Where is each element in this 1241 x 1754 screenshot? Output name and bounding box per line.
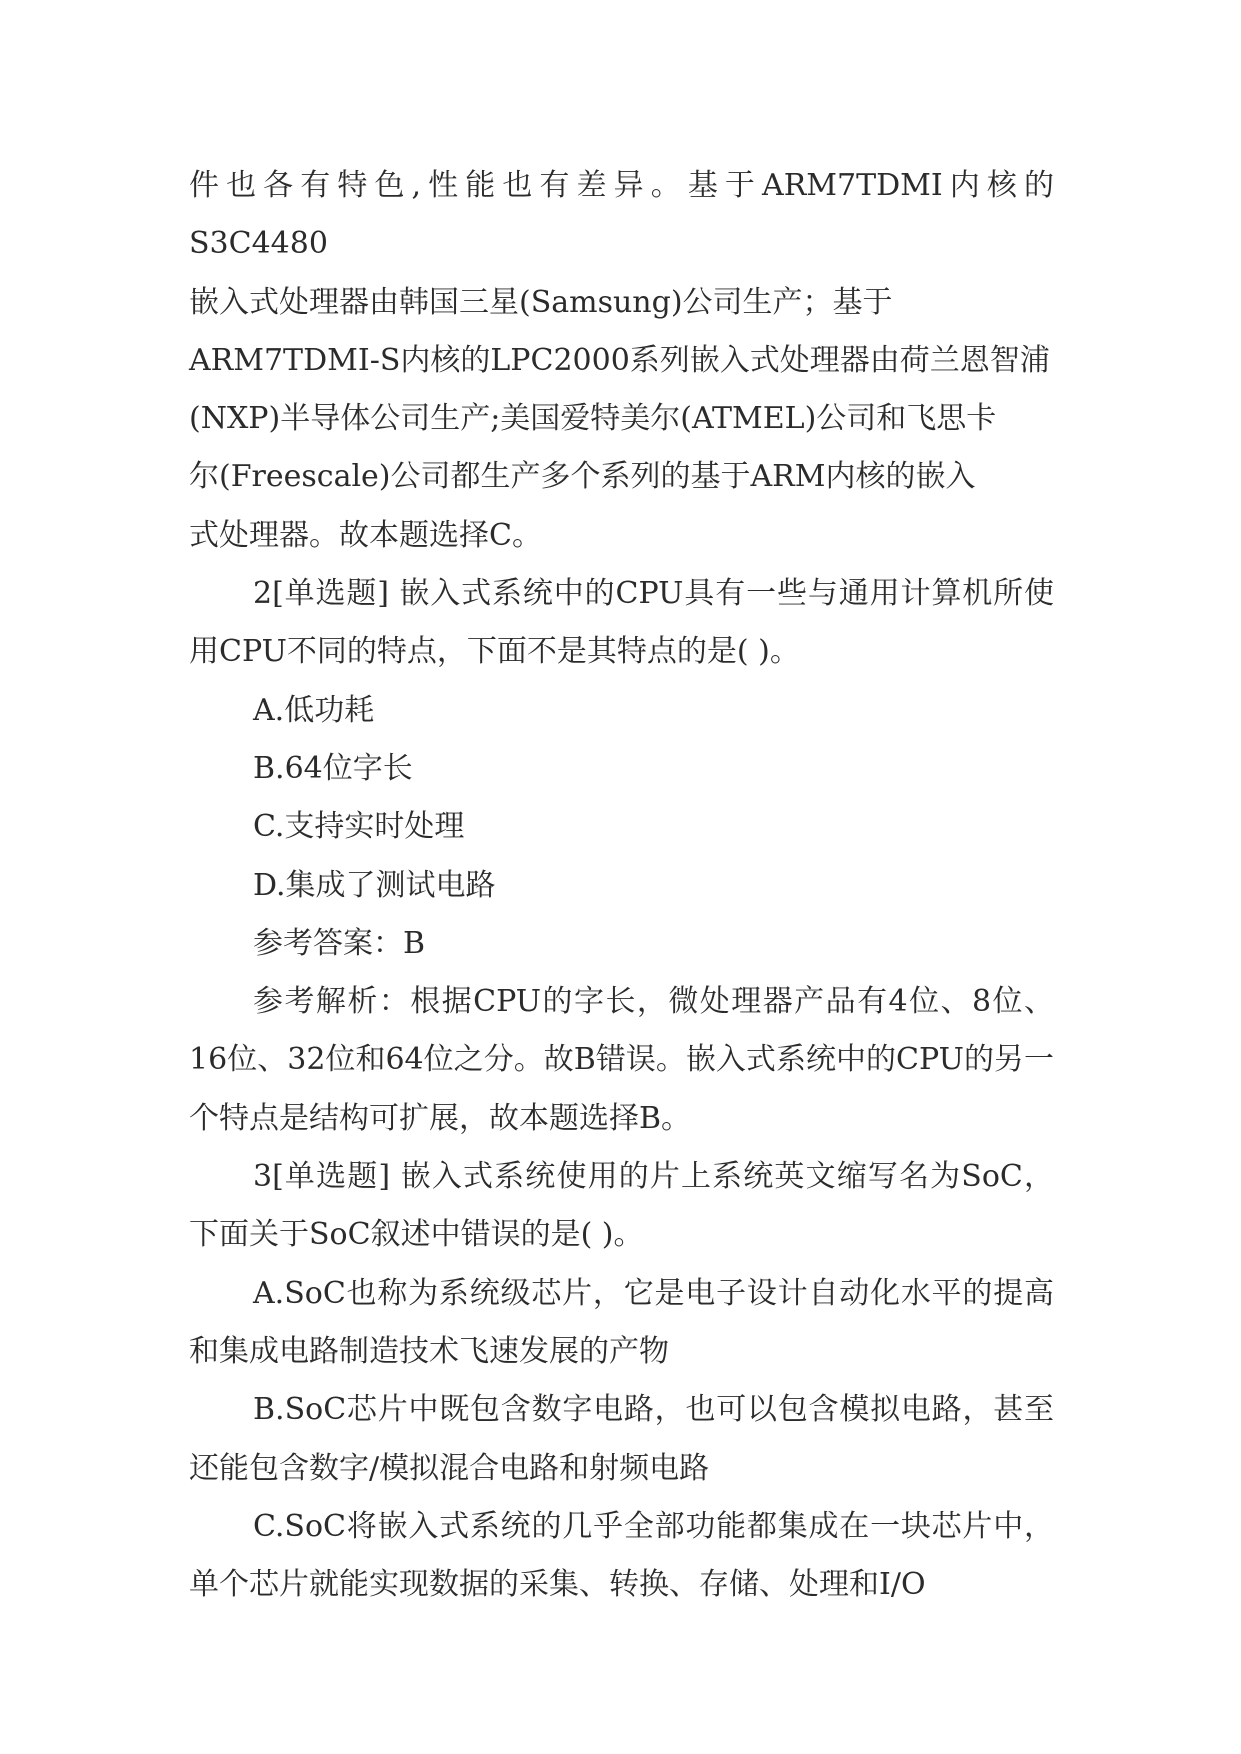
- text-line: 件也各有特色,性能也有差异。基于ARM7TDMI内核的S3C4480: [189, 168, 1054, 262]
- question-2-option-c: C.支持实时处理: [253, 809, 465, 845]
- text-line: ARM7TDMI-S内核的LPC2000系列嵌入式处理器由荷兰恩智浦: [189, 342, 1050, 378]
- question-3-option-a: A.SoC也称为系统级芯片，它是电子设计自动化水平的提高和集成电路制造技术飞速发展的产物: [189, 1275, 1054, 1369]
- question-2-stem: 2[单选题] 嵌入式系统中的CPU具有一些与通用计算机所使用CPU不同的特点，下面不是其特点的是( )。: [189, 576, 1054, 670]
- question-2-option-a: A.低功耗: [253, 692, 375, 728]
- question-2-option-d: D.集成了测试电路: [253, 867, 496, 903]
- document-body: [189, 157, 1054, 1614]
- question-2-answer: 参考答案：B: [253, 925, 426, 961]
- text-line: 尔(Freescale)公司都生产多个系列的基于ARM内核的嵌入: [189, 459, 976, 495]
- text-line: 式处理器。故本题选择C。: [189, 517, 542, 553]
- text-line: 嵌入式处理器由韩国三星(Samsung)公司生产；基于: [189, 284, 893, 320]
- question-3-stem: 3[单选题] 嵌入式系统使用的片上系统英文缩写名为SoC，下面关于SoC叙述中错误的是( )。: [189, 1159, 1054, 1253]
- text-line: (NXP)半导体公司生产;美国爱特美尔(ATMEL)公司和飞思卡: [189, 401, 997, 437]
- paragraph-previous-answer: [189, 157, 1054, 565]
- question-2-option-b: B.64位字长: [253, 750, 413, 786]
- question-3-option-b: B.SoC芯片中既包含数字电路，也可以包含模拟电路，甚至还能包含数字/模拟混合电路和射频电路: [189, 1392, 1054, 1486]
- question-2-analysis: 参考解析：根据CPU的字长，微处理器产品有4位、8位、16位、32位和64位之分。故B错误。嵌入式系统中的CPU的另一个特点是结构可扩展，故本题选择B。: [189, 984, 1054, 1136]
- question-3-option-c: C.SoC将嵌入式系统的几乎全部功能都集成在一块芯片中，单个芯片就能实现数据的采集、转换、存储、处理和I/O: [189, 1508, 1054, 1603]
